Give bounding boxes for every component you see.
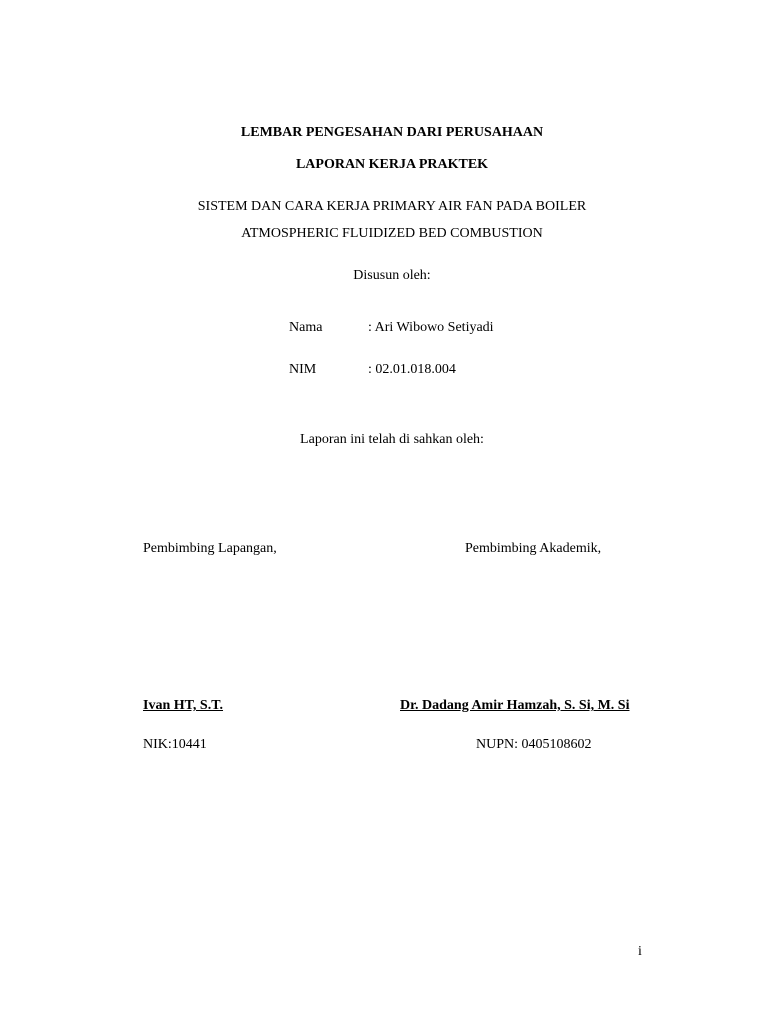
report-type-title: LAPORAN KERJA PRAKTEK [295, 157, 489, 172]
name-label: Nama [289, 320, 323, 335]
page-number: i [638, 944, 642, 959]
academic-supervisor-id: NUPN: 0405108602 [476, 737, 592, 752]
nim-label: NIM [289, 362, 317, 377]
field-supervisor-role: Pembimbing Lapangan, [143, 541, 277, 556]
field-supervisor-id: NIK:10441 [143, 737, 207, 752]
name-value: : Ari Wibowo Setiyadi [368, 320, 494, 335]
nim-value: : 02.01.018.004 [368, 362, 456, 377]
field-supervisor-name: Ivan HT, S.T. [143, 698, 224, 713]
report-topic-line2: ATMOSPHERIC FLUIDIZED BED COMBUSTION [241, 226, 543, 241]
approval-statement: Laporan ini telah di sahkan oleh: [300, 432, 484, 447]
academic-supervisor-name: Dr. Dadang Amir Hamzah, S. Si, M. Si [400, 698, 630, 713]
academic-supervisor-role: Pembimbing Akademik, [465, 541, 602, 556]
document-title: LEMBAR PENGESAHAN DARI PERUSAHAAN [240, 125, 544, 140]
prepared-by-label: Disusun oleh: [353, 268, 431, 283]
report-topic-line1: SISTEM DAN CARA KERJA PRIMARY AIR FAN PADA BOILER [197, 199, 587, 214]
